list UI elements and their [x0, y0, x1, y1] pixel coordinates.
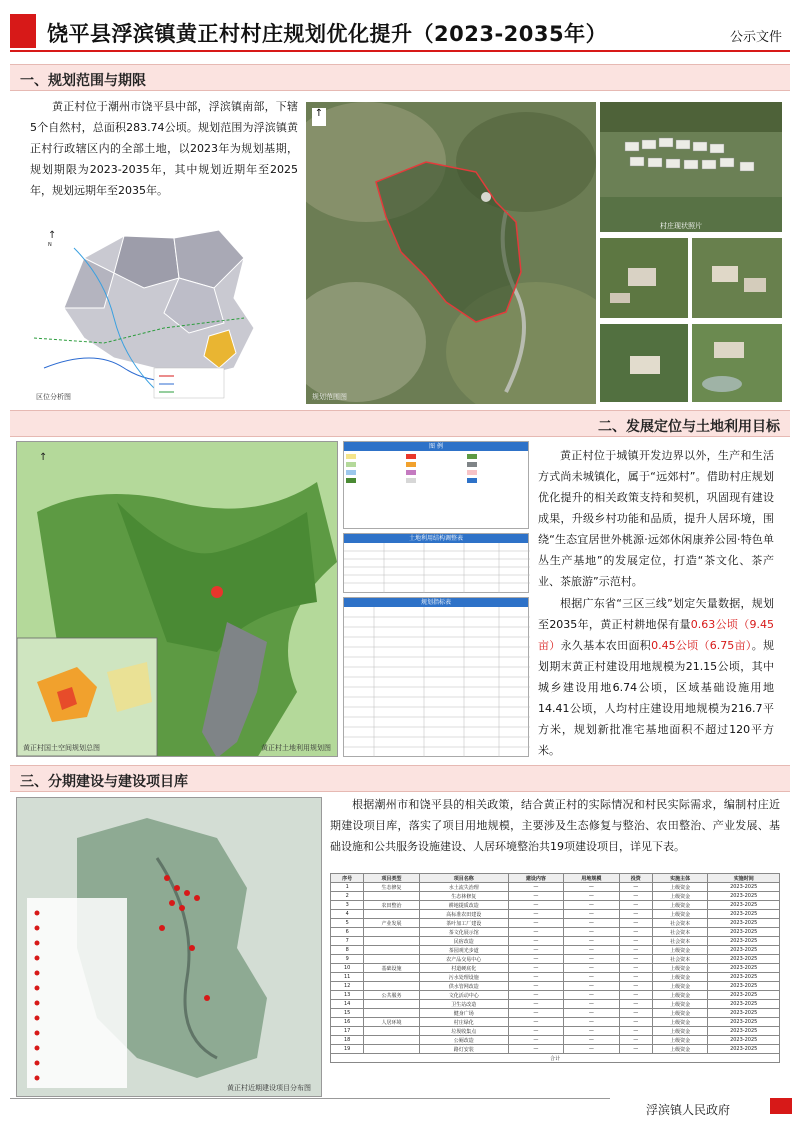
land-target-text-a: 根据广东省“三区三线”划定矢量数据，规划至2035年，黄正村耕地保有量	[538, 597, 774, 631]
table-cell: 路灯安装	[419, 1045, 508, 1054]
table-cell: 上级资金	[652, 991, 708, 1000]
table-cell: 村庄绿化	[419, 1018, 508, 1027]
table-cell: —	[508, 1018, 564, 1027]
table-cell: 生态林修复	[419, 892, 508, 901]
table-cell: —	[564, 964, 620, 973]
farmland-highlight: 0.63公顷（9.45亩）	[538, 618, 775, 652]
page-title: 饶平县浮滨镇黄正村村庄规划优化提升（2023-2035年）	[47, 22, 608, 46]
table-cell: 上级资金	[652, 1018, 708, 1027]
table-cell: 10	[331, 964, 364, 973]
table-row	[331, 973, 780, 982]
table-row	[331, 991, 780, 1000]
table-cell: —	[508, 1036, 564, 1045]
col-header: 建设内容	[508, 874, 564, 883]
table-row	[331, 910, 780, 919]
table-cell: 1	[331, 883, 364, 892]
table-cell: —	[619, 910, 652, 919]
table-cell: 生态修复	[364, 883, 420, 892]
table-cell	[364, 946, 420, 955]
table-cell	[364, 1000, 420, 1009]
table-cell: —	[508, 955, 564, 964]
table-cell: —	[619, 973, 652, 982]
table-row	[331, 1018, 780, 1027]
table-cell: —	[619, 991, 652, 1000]
table-cell: 2023-2025	[708, 991, 780, 1000]
table-cell: 上级资金	[652, 901, 708, 910]
table-cell: 农田整治	[364, 901, 420, 910]
land-use-map-caption-left: 黄正村国土空间规划总图	[23, 744, 100, 752]
table-cell: 上级资金	[652, 982, 708, 991]
table-cell: 公共服务	[364, 991, 420, 1000]
table-cell: 村道硬底化	[419, 964, 508, 973]
table-cell: 上级资金	[652, 973, 708, 982]
table-row	[331, 919, 780, 928]
village-photo-main	[600, 102, 782, 232]
table-cell: 2023-2025	[708, 901, 780, 910]
table-row	[331, 901, 780, 910]
table-cell: 茶园观光步道	[419, 946, 508, 955]
table-cell: 3	[331, 901, 364, 910]
table-cell: 5	[331, 919, 364, 928]
table-cell: —	[508, 883, 564, 892]
table-cell	[364, 928, 420, 937]
village-photo-5	[692, 324, 782, 402]
table-cell: —	[619, 1000, 652, 1009]
table-cell: 茶文化展示馆	[419, 928, 508, 937]
table-cell: 上级资金	[652, 883, 708, 892]
table-cell: —	[619, 955, 652, 964]
boundary-satellite-map	[306, 102, 596, 404]
table-cell: 2023-2025	[708, 1018, 780, 1027]
table-row	[331, 964, 780, 973]
legend-title: 图 例	[344, 442, 528, 451]
table-cell: 2023-2025	[708, 1027, 780, 1036]
table-cell: —	[619, 964, 652, 973]
table-cell: 15	[331, 1009, 364, 1018]
table-cell: —	[564, 901, 620, 910]
table-cell	[364, 1036, 420, 1045]
legend-panel	[343, 441, 529, 529]
table-cell: 2023-2025	[708, 1009, 780, 1018]
project-distribution-map	[16, 797, 322, 1097]
land-target-text-b: 永久基本农田面积	[560, 639, 652, 652]
table-row	[331, 955, 780, 964]
table-cell: —	[564, 928, 620, 937]
table-cell: —	[564, 1036, 620, 1045]
footer-issuer: 浮滨镇人民政府	[645, 1103, 730, 1117]
land-use-plan-map	[16, 441, 338, 757]
col-header: 实施主体	[652, 874, 708, 883]
village-photo-2	[600, 238, 688, 318]
table-cell: —	[564, 910, 620, 919]
table-cell: 2023-2025	[708, 1000, 780, 1009]
table-cell: —	[508, 1000, 564, 1009]
footer-accent-right	[770, 1098, 792, 1114]
svg-text:N: N	[48, 242, 52, 248]
section-3-bar	[10, 765, 790, 792]
table-cell: 上级资金	[652, 1036, 708, 1045]
table-cell: —	[508, 982, 564, 991]
table-cell: 2023-2025	[708, 910, 780, 919]
table-cell: —	[508, 964, 564, 973]
village-photo-4	[600, 324, 688, 402]
table-cell: —	[564, 973, 620, 982]
table-cell: 2023-2025	[708, 937, 780, 946]
table-cell: —	[564, 1018, 620, 1027]
col-header: 序号	[331, 874, 364, 883]
land-use-table-title: 土地利用结构调整表	[344, 534, 528, 543]
table-cell: 13	[331, 991, 364, 1000]
table-cell	[364, 892, 420, 901]
section-2-bar	[10, 410, 790, 437]
col-header: 项目名称	[419, 874, 508, 883]
table-cell: 上级资金	[652, 1045, 708, 1054]
table-cell: 上级资金	[652, 892, 708, 901]
table-cell: 18	[331, 1036, 364, 1045]
table-cell: —	[619, 901, 652, 910]
table-row	[331, 1045, 780, 1054]
table-cell: 2023-2025	[708, 982, 780, 991]
table-cell: —	[508, 1027, 564, 1036]
table-cell: —	[508, 892, 564, 901]
table-cell: 12	[331, 982, 364, 991]
project-table-wrapper	[330, 873, 780, 1097]
table-cell: 农产品交易中心	[419, 955, 508, 964]
project-table	[330, 873, 780, 1063]
svg-text:↑: ↑	[39, 452, 48, 463]
table-cell: 2023-2025	[708, 1045, 780, 1054]
table-cell	[364, 955, 420, 964]
table-total-cell: 合计	[331, 1054, 780, 1063]
table-cell	[364, 1045, 420, 1054]
col-header: 项目类型	[364, 874, 420, 883]
table-cell: 2	[331, 892, 364, 901]
table-cell: —	[619, 982, 652, 991]
section-2-text-land-targets	[538, 593, 774, 761]
table-cell: —	[564, 883, 620, 892]
photos-caption: 村庄现状照片	[660, 222, 702, 230]
table-cell: 2023-2025	[708, 1036, 780, 1045]
table-cell: —	[619, 928, 652, 937]
table-cell	[364, 1009, 420, 1018]
table-cell: 2023-2025	[708, 919, 780, 928]
table-cell: —	[619, 1045, 652, 1054]
table-cell: —	[508, 1009, 564, 1018]
table-cell: 上级资金	[652, 1000, 708, 1009]
table-row	[331, 937, 780, 946]
document-badge: 公示文件	[729, 30, 782, 45]
table-row	[331, 1009, 780, 1018]
table-cell: 水土流失治理	[419, 883, 508, 892]
table-cell: —	[508, 1045, 564, 1054]
land-target-text-c: 。规划期末黄正村建设用地规模为21.15公顷，其中城乡建设用地6.74公顷，区域基础设施用地14.41公顷，人均村庄建设用地规模为216.7平方米，规划新批准宅基地面积不超过120平方米。	[538, 639, 775, 757]
table-cell	[364, 1027, 420, 1036]
table-cell: —	[564, 955, 620, 964]
section-1-text: 黄正村位于潮州市饶平县中部，浮滨镇南部，下辖5个自然村，总面积283.74公顷。规划范围为浮滨镇黄正村行政辖区内的全部土地，以2023年为规划基期，规划期限为2023-2035年，其中规划近期年至2025年，规划远期年至2035年。	[30, 100, 298, 197]
table-row	[331, 1027, 780, 1036]
location-map-caption: 区位分析图	[36, 393, 71, 401]
table-cell: 垃圾收集点	[419, 1027, 508, 1036]
table-cell: 2023-2025	[708, 973, 780, 982]
table-cell: —	[564, 1027, 620, 1036]
table-cell: —	[564, 937, 620, 946]
col-header: 投资	[619, 874, 652, 883]
table-row	[331, 1036, 780, 1045]
table-cell: 上级资金	[652, 1027, 708, 1036]
col-header: 实施时间	[708, 874, 780, 883]
satellite-map-north-arrow: ↑	[312, 108, 326, 126]
table-cell: 社会资本	[652, 919, 708, 928]
table-cell: —	[564, 982, 620, 991]
svg-text:↑: ↑	[48, 230, 57, 241]
table-cell: 基础设施	[364, 964, 420, 973]
village-photo-3	[692, 238, 782, 318]
table-cell: 2023-2025	[708, 946, 780, 955]
table-cell: —	[619, 919, 652, 928]
table-cell: 人居环境	[364, 1018, 420, 1027]
basic-farmland-highlight: 0.45公顷（6.75亩）	[651, 639, 752, 652]
table-cell: 社会资本	[652, 937, 708, 946]
table-cell: —	[619, 1036, 652, 1045]
table-cell: —	[619, 883, 652, 892]
table-cell: 2023-2025	[708, 964, 780, 973]
index-table-title: 规划指标表	[344, 598, 528, 607]
table-cell: —	[508, 946, 564, 955]
footer-rule	[10, 1098, 610, 1099]
table-cell: 2023-2025	[708, 883, 780, 892]
table-cell: —	[564, 892, 620, 901]
table-cell: 供水管网改造	[419, 982, 508, 991]
header-underline	[10, 50, 790, 52]
table-cell: 文化活动中心	[419, 991, 508, 1000]
section-1-title: 一、规划范围与期限	[20, 73, 146, 89]
table-cell: 社会资本	[652, 955, 708, 964]
table-row	[331, 946, 780, 955]
table-cell: —	[564, 1000, 620, 1009]
table-cell: 产业发展	[364, 919, 420, 928]
table-cell: 6	[331, 928, 364, 937]
section-3-title: 三、分期建设与建设项目库	[20, 774, 188, 790]
planning-index-table	[343, 597, 529, 757]
table-cell: —	[508, 901, 564, 910]
table-cell: 污水处理设施	[419, 973, 508, 982]
table-total-row	[331, 1054, 780, 1063]
table-cell: 4	[331, 910, 364, 919]
table-cell: —	[508, 991, 564, 1000]
table-cell: 高标准农田建设	[419, 910, 508, 919]
table-cell: 8	[331, 946, 364, 955]
header-accent-left	[10, 14, 36, 48]
table-cell: 7	[331, 937, 364, 946]
table-cell: —	[619, 892, 652, 901]
table-cell: —	[619, 946, 652, 955]
table-cell: 2023-2025	[708, 892, 780, 901]
table-cell: 民宿改造	[419, 937, 508, 946]
table-cell: —	[508, 928, 564, 937]
table-cell: —	[619, 1027, 652, 1036]
table-row	[331, 883, 780, 892]
section-2-text-positioning: 黄正村位于城镇开发边界以外，生产和生活方式尚未城镇化，属于“远郊村”。借助村庄规划优化提升的相关政策支持和契机，巩固现有建设成果，升级乡村功能和品质，提升人居环境，围绕“生态宜居世外桃源·远郊休闲康养公园·特色单丛生产基地”的发展定位，打造“茶文化、茶产业、茶旅游”示范村。	[538, 449, 774, 588]
table-cell: —	[564, 1009, 620, 1018]
table-cell: —	[564, 1045, 620, 1054]
table-cell	[364, 982, 420, 991]
table-cell: —	[508, 973, 564, 982]
table-cell: 2023-2025	[708, 928, 780, 937]
location-map	[14, 218, 294, 404]
table-cell	[364, 910, 420, 919]
table-row	[331, 1000, 780, 1009]
table-cell: —	[564, 946, 620, 955]
table-row	[331, 928, 780, 937]
table-cell: 2023-2025	[708, 955, 780, 964]
table-cell: 19	[331, 1045, 364, 1054]
table-cell: —	[564, 991, 620, 1000]
section-2-title: 二、发展定位与土地利用目标	[598, 419, 780, 435]
land-use-structure-table	[343, 533, 529, 593]
table-cell: 11	[331, 973, 364, 982]
table-cell: 上级资金	[652, 964, 708, 973]
table-cell: 公厕改造	[419, 1036, 508, 1045]
col-header: 用地规模	[564, 874, 620, 883]
table-cell: —	[564, 919, 620, 928]
table-cell: —	[508, 937, 564, 946]
satellite-map-caption: 规划范围图	[312, 393, 347, 401]
table-cell: 上级资金	[652, 946, 708, 955]
table-cell: 社会资本	[652, 928, 708, 937]
section-3-text: 根据潮州市和饶平县的相关政策，结合黄正村的实际情况和村民实际需求，编制村庄近期建设项目库，落实了项目用地规模，主要涉及生态修复与整治、农田整治、产业发展、基础设施和公共服务设施建设、人居环境整治共19项建设项目，详见下表。	[330, 798, 780, 853]
table-cell: 上级资金	[652, 1009, 708, 1018]
table-cell: 茶叶加工厂建设	[419, 919, 508, 928]
land-use-map-caption-right: 黄正村土地利用规划图	[261, 744, 331, 752]
table-cell: 卫生站改造	[419, 1000, 508, 1009]
table-cell: 14	[331, 1000, 364, 1009]
table-cell: 耕地提质改造	[419, 901, 508, 910]
table-cell	[364, 973, 420, 982]
table-cell: 9	[331, 955, 364, 964]
table-row	[331, 982, 780, 991]
table-cell: 17	[331, 1027, 364, 1036]
table-cell: 16	[331, 1018, 364, 1027]
table-cell: —	[619, 1018, 652, 1027]
project-map-caption: 黄正村近期建设项目分布图	[227, 1084, 311, 1092]
table-cell	[364, 937, 420, 946]
table-cell: 健身广场	[419, 1009, 508, 1018]
section-1-bar	[10, 64, 790, 91]
table-cell: —	[619, 937, 652, 946]
table-cell: 上级资金	[652, 910, 708, 919]
table-cell: —	[508, 910, 564, 919]
table-cell: —	[508, 919, 564, 928]
table-cell: —	[619, 1009, 652, 1018]
table-row	[331, 892, 780, 901]
